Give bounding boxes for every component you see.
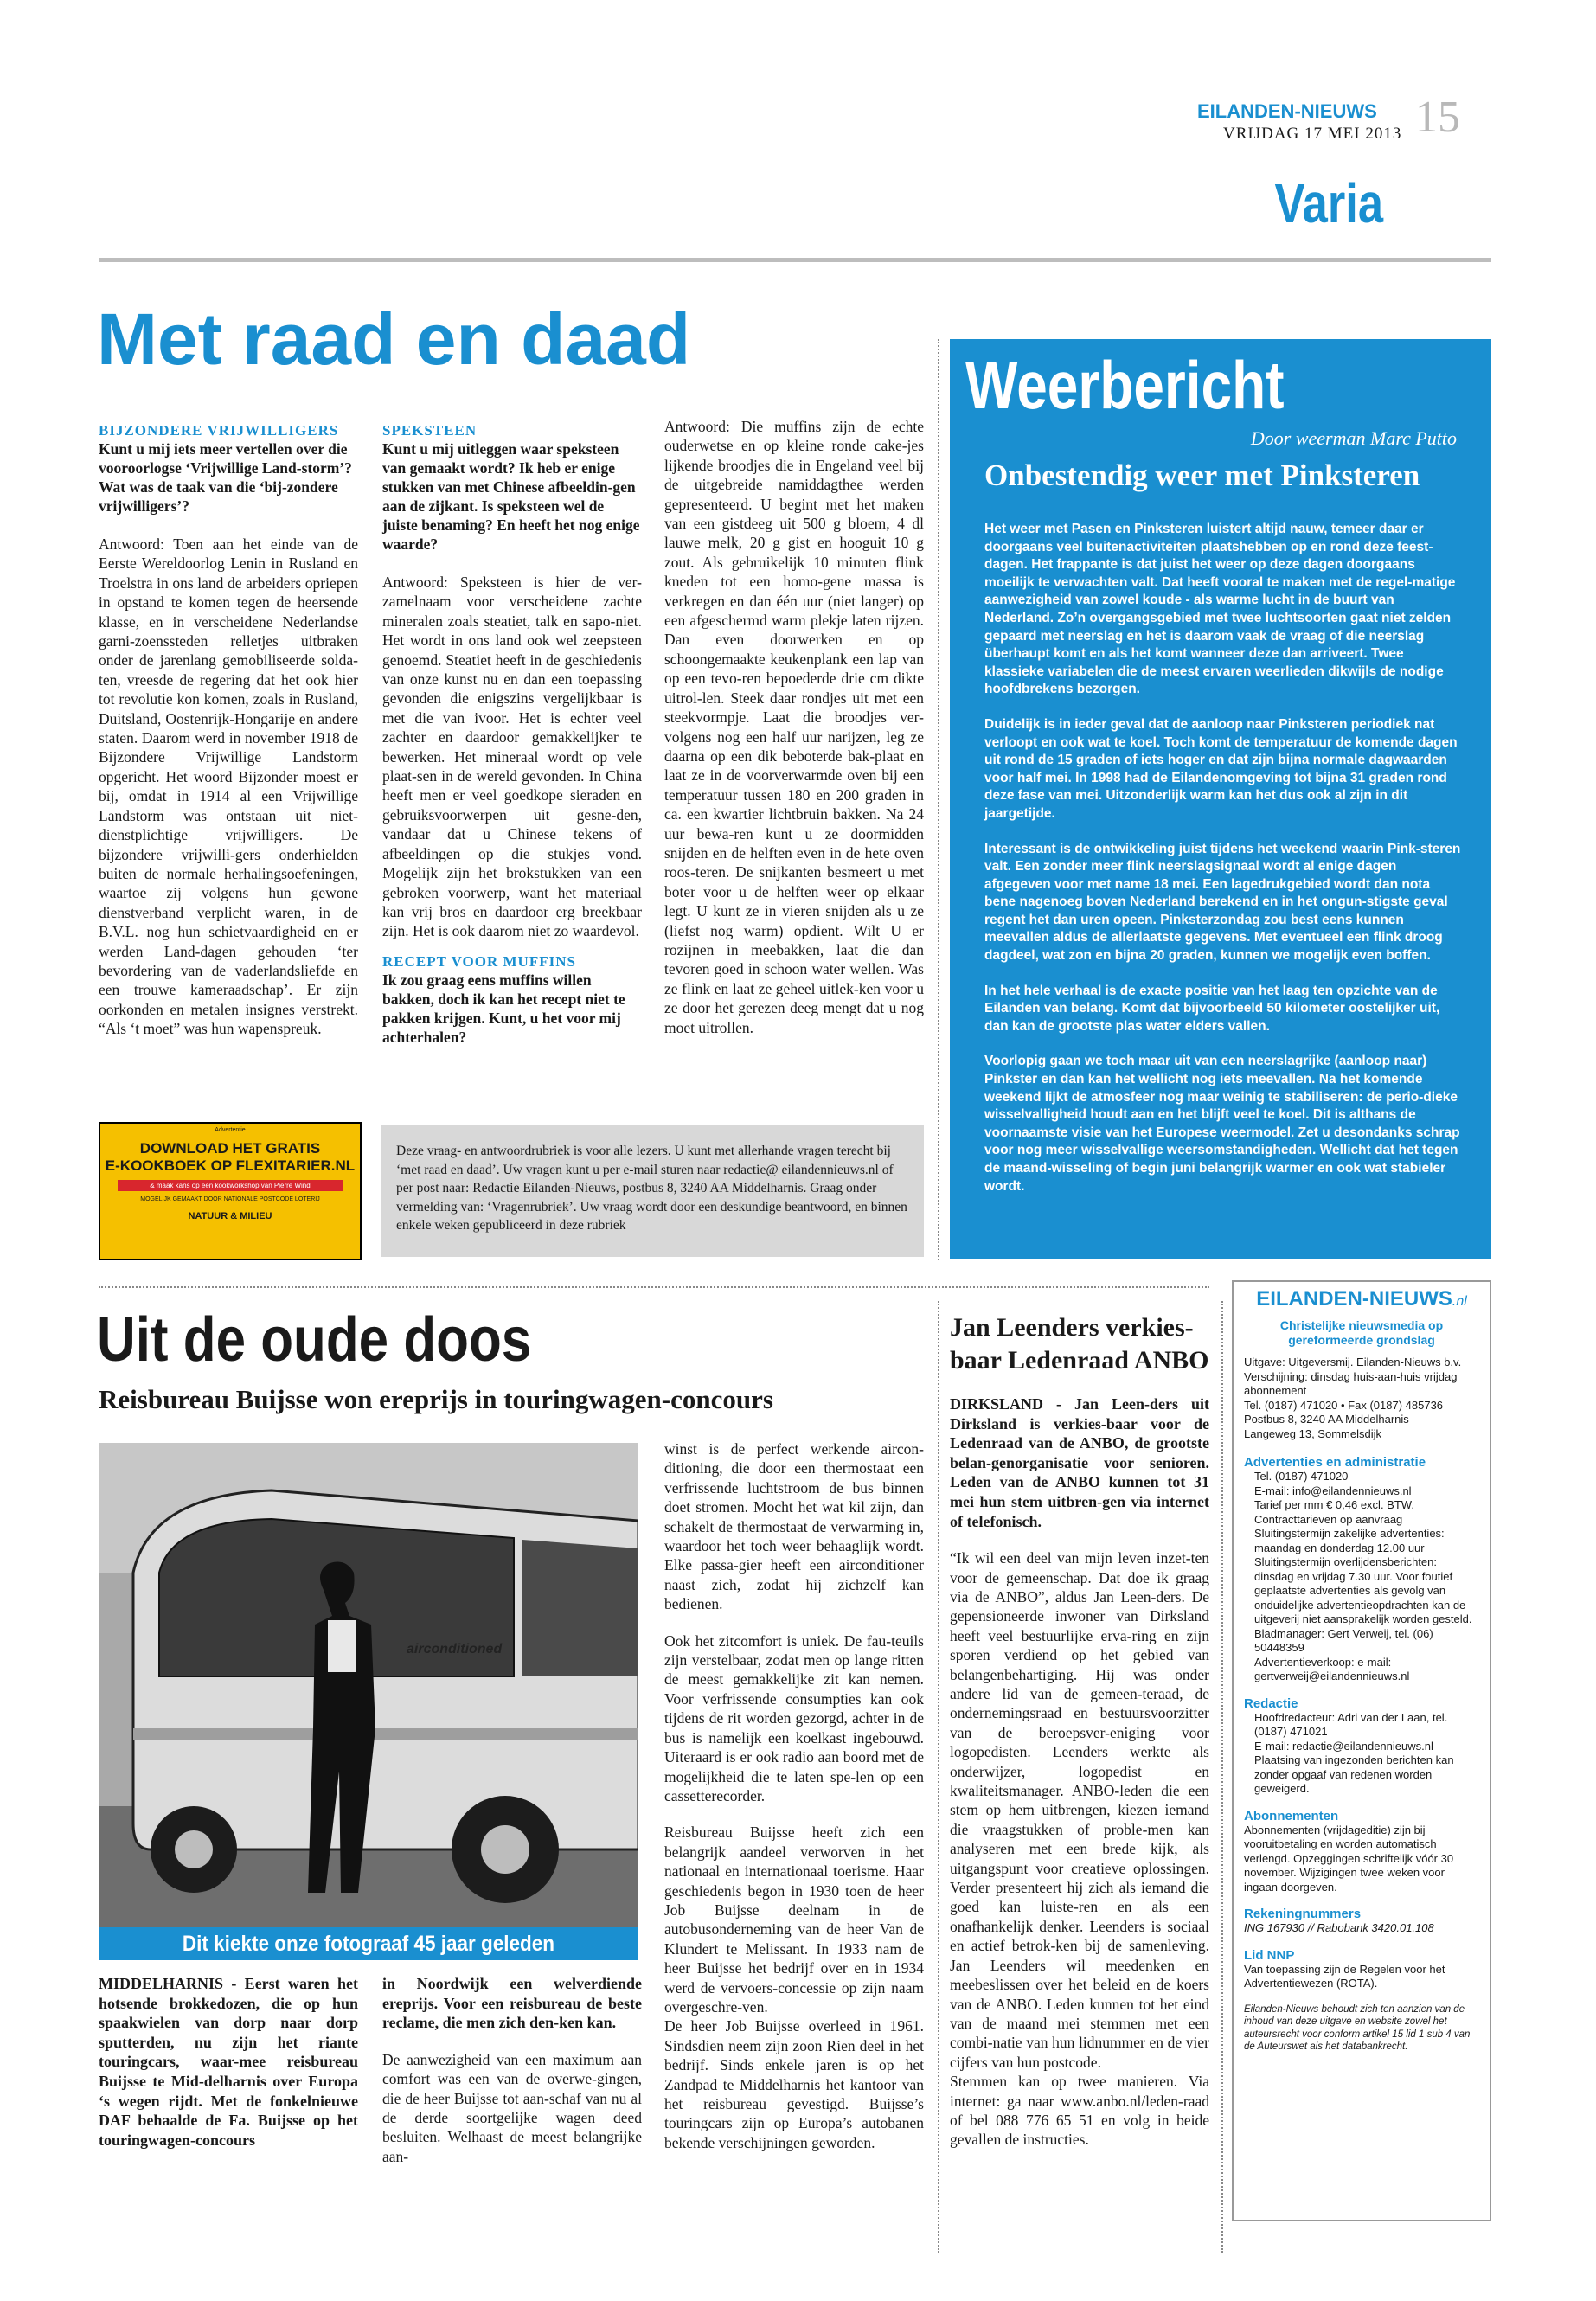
bus-lettering: airconditioned bbox=[407, 1642, 503, 1657]
oudedoos-headline: Uit de oude doos bbox=[97, 1305, 532, 1375]
answer-text: Antwoord: Speksteen is hier de ver-zamelnaam voor verscheidene zachte mineralen zoals steatiet, talk en sapo-niet. Het wordt in ons land ook wel zeepsteen genoemd. Steatiet heeft in de geschiedenis van onze kunst nu en dan een toepassing gevonden die enigszins vergelijkbaar is met die van ivoor. Het is echter veel zachter en daardoor gemakkelijker te bewerken. Het mineraal wordt op vele plaat-sen in de wereld gevonden. In China heeft men er veel goedkope sieraden en gebruiksvoorwerpen uit gesne-den, vandaar dat u Chinese tekens of afbeeldingen op die stukjes vond. Mogelijk zijn het brokstukken van een gebroken voorwerp, want het materiaal kan vrij bros en daardoor erg breekbaar zijn. Het is ook daarom niet zo waardevol. bbox=[382, 574, 642, 940]
header-rule bbox=[99, 258, 1491, 262]
colofon-uitgave: Uitgave: Uitgeversmij. Eilanden-Nieuws b.v. bbox=[1244, 1356, 1462, 1368]
raad-col1 bbox=[99, 422, 358, 1039]
list-item: Sluitingstermijn zakelijke advertenties: maandag en donderdag 12.00 uur bbox=[1254, 1527, 1445, 1554]
oudedoos-paragraph: Reisbureau Buijsse heeft zich een belangrijk aandeel verworven in het nationaal en internationaal toerisme. Haar geschiedenis begon in 1930 toen de heer Job Buijsse deelnam in de autobusonderneming van de heer Van de Klundert te Melissant. In 1933 nam de heer Buijsse het bedrijf over en in 1934 werd de vervoers-concessie op zijn naam overgeschre-ven. bbox=[664, 1823, 924, 2016]
list-item: Bladmanager: Gert Verweij, tel. (06) 50448359 bbox=[1254, 1626, 1433, 1654]
anbo-body: Stemmen kan op twee manieren. Via internet: ga naar www.anbo.nl/leden-raad of bel 088 776 65 51 en volg in beide gevallen de instructies. bbox=[950, 2073, 1209, 2149]
colofon-red-list bbox=[1244, 1711, 1479, 1797]
list-item: Tarief per mm € 0,46 excl. BTW. Contracttarieven op aanvraag bbox=[1254, 1498, 1414, 1526]
oudedoos-lead: MIDDELHARNIS - Eerst waren het hotsende brokkedozen, die op hun spaakwielen van dorp naar dorp sputterden, nu zijn het riante touringcars, waar-mee reisbureau Buijsse te Mid-delharnis over Europa ‘s wegen rijdt. Met de fonkelnieuwe DAF behaalde de Fa. Buijsse op het touringwagen-concours bbox=[99, 1975, 358, 2149]
oudedoos-paragraph: Ook het zitcomfort is uniek. De fau-teuils zijn verstelbaar, zodat men op lange ritten de meest gemakkelijke zit kan nemen. Voor verfrissende consumpties kan ook tijdens de rit worden gezorgd, achter in de bus is namelijk een koelkast ingebouwd. Uiteraard is er ook radio aan boord met de mogelijkheid die te laten spe-len op een cassetterecorder. bbox=[664, 1631, 924, 1804]
colofon-content bbox=[1234, 1282, 1490, 2054]
colofon-langeweg: Langeweg 13, Sommelsdijk bbox=[1244, 1426, 1381, 1440]
oudedoos-paragraph: De heer Job Buijsse overleed in 1961. Sindsdien neem zijn zoon Rien deel in het bedrijf. Sinds enkele jaren is op het Zandpad te Middelharnis het kantoor van het reisbureau gevestigd. Buijsse’s touringcars zijn op Europa’s autobanen bekende verschijningen geworden. bbox=[664, 2017, 924, 2151]
weather-paragraph: Het weer met Pasen en Pinksteren luistert altijd nauw, temeer daar er doorgaans veel buitenactiviteiten plaatshebben op en rond deze feest-dagen. Het frappante is dat juist het weer op deze dagen doorgaans moeilijk te verwachten valt. Dat heeft vooral te maken met de regel-matige aanwezigheid van zowel koude - als warme lucht in de buurt van Nederland. Zo’n overgangsgebied met twee luchtsoorten gaat niet zelden gepaard met neerslag en het is daarom vaak de vraag of die neerslag überhaupt komt en als het komt wanneer deze dan arriveert. Twee klassieke variabelen die de meest ervaren weerlieden dikwijls de nodige hoofdbrekens bezorgen. bbox=[984, 522, 1456, 697]
weather-paragraph: Duidelijk is in ieder geval dat de aanloop naar Pinksteren periodiek nat verloopt en ook wat te koel. Toch komt de temperatuur de komende dagen uit rond de 15 graden of iets hoger en dat zijn bijna normale dagwaarden voor half mei. In 1998 had de Eilandenomgeving tot bijna 31 graden rond deze fase van mei. Uitzonderlijk warm kan het dus ook al zijn in dit jaargetijde. bbox=[984, 716, 1458, 821]
column-divider bbox=[938, 339, 939, 1260]
raad-col2 bbox=[382, 422, 642, 1047]
oudedoos-col1 bbox=[99, 1974, 358, 2150]
photo-caption: Dit kiekte onze fotograaf 45 jaar geleden bbox=[182, 1932, 555, 1956]
weather-box bbox=[950, 339, 1491, 1259]
list-item: E-mail: redactie@eilandennieuws.nl Plaatsing van ingezonden berichten kan zonder opgaaf van redenen worden geweigerd. bbox=[1254, 1739, 1454, 1795]
list-item: Advertentieverkoop: e-mail: gertverweij@eilandennieuws.nl bbox=[1254, 1655, 1410, 1682]
oudedoos-paragraph: winst is de perfect werkende aircon-ditioning, die door een thermostaat een verfrissende luchtstroom de bus binnen doet stromen. Mocht het wat kil zijn, dan schakelt de thermostaat de verwarming in, waardoor het toch weer behaaglijk wordt. Elke passa-gier heeft een airconditioner naast zich, zodat hij zichzelf kan bedienen. bbox=[664, 1440, 924, 1613]
info-box bbox=[381, 1125, 924, 1257]
colofon-abo-text: Abonnementen (vrijdageditie) zijn bij vooruitbetaling en worden automatisch verlengd. Opzeggingen schriftelijk vóór 30 november. Wijzigingen twee weken voor ingaan doorgeven. bbox=[1244, 1823, 1454, 1894]
colofon-footer: Eilanden-Nieuws behoudt zich ten aanzien van de inhoud van deze uitgave en website zowel het auteursrecht voor conform artikel 15 lid 1 sub 4 van de Auteurswet als het databankrecht. bbox=[1244, 2003, 1471, 2052]
question-text: Kunt u mij uitleggen waar speksteen van gemaakt wordt? Ik heb er enige stukken van met Chinese afbeeldin-gen aan de zijkant. Is speksteen wel de juiste benaming? En heeft het nog enige waarde? bbox=[382, 440, 640, 553]
ad-line3: & maak kans op een kookworkshop van Pierre Wind bbox=[118, 1180, 343, 1191]
question-label: RECEPT VOOR MUFFINS bbox=[382, 952, 576, 970]
colofon-logo bbox=[1244, 1287, 1479, 1311]
answer-text: Antwoord: Toen aan het einde van de Eerste Wereldoorlog Lenin in Rusland en Troelstra in ons land de arbeiders opriepen in opstand te komen tegen de heersende klasse, en in verscheidene Nederlandse garni-zoenssteden relletjes uitbraken onder de jarenlang gemobiliseerde solda-ten, vreesde de regering dat het ook hier tot revolutie kon komen, zoals in Rusland, Duitsland, Oostenrijk-Hongarije en andere staten. Daarom werd in november 1918 de Bijzondere Vrijwillige Landstorm opgericht. Het woord Bijzonder moest er bij, omdat in 1914 al een Vrijwillige Landstorm was ontstaan uit niet-dienstplichtige vrijwilligers. De bijzondere vrijwilli-gers onderhielden buiten de normale herhalingsoefeningen, waartoe zij volgens hun gewone dienstverband verplicht waren, in de B.V.L. nog hun schietvaardigheid en er werden Land-dagen gehouden ‘ter bevordering van de vaderlandsliefde en een trouwe kameraadschap’. Er zijn oorkonden en metalen insignes verstrekt. “Als ‘t moet” was hun wapenspreuk. bbox=[99, 535, 358, 1038]
list-item: Hoofdredacteur: Adri van der Laan, tel. (0187) 471021 bbox=[1254, 1710, 1448, 1738]
colofon-box bbox=[1232, 1280, 1491, 2221]
weather-paragraph: Interessant is de ontwikkeling juist tijdens het weekend waarin Pink-steren valt. Een zonder meer flink neerslagsignaal wordt al enige dagen afgegeven voor met name 18 mei. Een lagedrukgebied wordt dan nota bene nagenoeg boven Nederland berekend en in het ongun-stigste geval regent het dan uren opeen. Pinksterzondag zou best eens kunnen meevallen aldus de allerlaatste gegevens. Met eventueel een flink droog dagdeel, wat zon en bijna 20 graden, kunnen we mogelijk even boffen. bbox=[984, 841, 1461, 964]
oudedoos-subhead: Reisbureau Buijsse won ereprijs in touringwagen-concours bbox=[99, 1384, 773, 1414]
colofon-lid-head: Lid NNP bbox=[1244, 1947, 1295, 1963]
question-label: BIJZONDERE VRIJWILLIGERS bbox=[99, 422, 339, 439]
masthead-date: VRIJDAG 17 MEI 2013 bbox=[1223, 125, 1402, 143]
ad-label: Advertentie bbox=[215, 1127, 246, 1133]
colofon-verschijning: Verschijning: dinsdag huis-aan-huis vrijdag abonnement bbox=[1244, 1369, 1458, 1397]
column-divider bbox=[1221, 1301, 1223, 2253]
info-text: Deze vraag- en antwoordrubriek is voor alle lezers. U kunt met allerhande vragen terecht bij ‘met raad en daad’. Uw vragen kunt u per e-mail sturen naar redactie@ eilandennieuws.nl of per post naar: Redactie Eilanden-Nieuws, postbus 8, 3240 AA Middelharnis. Graag onder vermelding van: ‘Vragenrubriek’. Uw vraag wordt door een deskundige beantwoord, en binnen enkele weken gepubliceerd in deze rubriek bbox=[396, 1144, 907, 1233]
page-number: 15 bbox=[1415, 93, 1460, 142]
anbo-lead: DIRKSLAND - Jan Leen-ders uit Dirksland is verkies-baar voor de Ledenraad van de ANBO, de grootste belan-genorganisatie voor senioren. Leden van de ANBO kunnen tot 31 mei hun stem uitbren-gen via internet of telefonisch. bbox=[950, 1395, 1209, 1530]
weather-paragraph: Voorlopig gaan we toch maar uit van een neerslagrijke (aanloop naar) Pinkster en dan kan het wellicht nog iets meevallen. Na het komende weekend lijkt de atmosfeer nog maar weinig te stabiliseren: de perio-dieke wisselvalligheid houdt aan en het blijft veel te koel. Dit is althans de voornaamste visie van het Europese weermodel. Zet u desondanks schrap voor nog meer wisselvallige weersomstandigheden. Wellicht dat het tegen de maand-wisseling of begin juni belangrijk warmer en ook wat stabieler wordt. bbox=[984, 1054, 1460, 1194]
ad-line4: MOGELIJK GEMAAKT DOOR NATIONALE POSTCODE LOTERIJ bbox=[140, 1196, 320, 1202]
column-divider bbox=[938, 1301, 939, 2253]
colofon-adv-head: Advertenties en administratie bbox=[1244, 1455, 1426, 1470]
bus-photo-illustration bbox=[99, 1443, 638, 1927]
section-divider bbox=[99, 1286, 1209, 1288]
oudedoos-col2 bbox=[382, 1974, 642, 2166]
oudedoos-lead-cont: in Noordwijk een welverdiende ereprijs. Voor een reisbureau de beste reclame, die men zich den-ken kan. bbox=[382, 1975, 642, 2032]
ad-logo: NATUUR & MILIEU bbox=[188, 1211, 272, 1221]
section-title: Varia bbox=[1274, 172, 1383, 234]
anbo-headline: Jan Leenders verkies-baar Ledenraad ANBO bbox=[950, 1313, 1209, 1375]
bus-photo bbox=[99, 1443, 638, 1927]
advertisement[interactable] bbox=[99, 1122, 362, 1260]
colofon-logo-suffix: .nl bbox=[1452, 1294, 1467, 1309]
list-item: Tel. (0187) 471020 bbox=[1254, 1470, 1349, 1483]
question-label: SPEKSTEEN bbox=[382, 422, 478, 439]
colofon-adv-list bbox=[1244, 1470, 1479, 1684]
colofon-abo-head: Abonnementen bbox=[1244, 1808, 1339, 1823]
list-item: Sluitingstermijn overlijdensberichten: dinsdag en vrijdag 7.30 uur. Voor foutief geplaatste advertenties als gevolg van onduidelijke advertentieopdrachten kan de uitgeverij niet aansprakelijk worden gesteld. bbox=[1254, 1555, 1472, 1625]
anbo-article bbox=[950, 1311, 1209, 2150]
anbo-body: “Ik wil een deel van mijn leven inzet-ten voor de gemeenschap. Dat doe ik graag via de ANBO”, aldus Jan Leen-ders. De gepensioneerde inwoner van Dirksland heeft veel bestuurlijke erva-ring en zijn sporen verdiend op het gebied van belangenbehartiging. Hij was onder andere lid van de gemeen-teraad, de ondernemingsraad en bestuursvoorzitter van de beroepsver-eniging voor logopedisten. Leenders werkte als onderwijzer, logopedist en kwaliteitsmanager. ANBO-leden die een stem op hem uitbrengen, kiezen iemand die vraagstukken of proble-men kan analyseren met een brede kijk, als uitgangspunt voor creatieve oplossingen. Verder presenteert hij zich als iemand die goed kan luiste-ren en als een onafhankelijk denker. Leenders is sociaal en actief betrok-ken bij de samenleving. Jan Leenders wil meedenken en meebeslissen over het beleid en de koers van de ANBO. Leden kunnen tot het eind van de maand mei stemmen met een combi-natie van hun lidnummer en de vier cijfers van hun postcode. bbox=[950, 1549, 1209, 2071]
ad-line1: DOWNLOAD HET GRATIS bbox=[139, 1140, 321, 1157]
colofon-logo-text: EILANDEN-NIEUWS bbox=[1256, 1287, 1452, 1311]
weather-paragraph: In het hele verhaal is de exacte positie van het laag ten opzichte van de Eilanden van belang. Komt dat bijvoorbeeld 50 kilometer oostelijker uit, dan kan de grootste plas water elders vallen. bbox=[984, 983, 1440, 1034]
ad-line2: E-KOOKBOEK OP FLEXITARIER.NL bbox=[105, 1157, 356, 1174]
colofon-rek-text: ING 167930 // Rabobank 3420.01.108 bbox=[1244, 1921, 1434, 1934]
colofon-tel: Tel. (0187) 471020 • Fax (0187) 485736 bbox=[1244, 1398, 1444, 1412]
masthead-logo: EILANDEN-NIEUWS bbox=[1197, 100, 1377, 122]
weather-byline: Door weerman Marc Putto bbox=[1250, 427, 1457, 449]
raad-col3 bbox=[664, 417, 924, 1037]
photo-caption-bar bbox=[99, 1927, 638, 1960]
weather-title: Weerbericht bbox=[965, 347, 1285, 423]
weather-body bbox=[984, 521, 1462, 1195]
weather-subtitle: Onbestendig weer met Pinksteren bbox=[984, 458, 1420, 492]
raad-headline: Met raad en daad bbox=[97, 298, 691, 380]
list-item: E-mail: info@eilandennieuws.nl bbox=[1254, 1484, 1412, 1497]
question-text: Kunt u mij iets meer vertellen over die vooroorlogse ‘Vrijwillige Land-storm’? Wat was de taak van die ‘bij-zondere vrijwilligers’? bbox=[99, 440, 352, 515]
question-text: Ik zou graag eens muffins willen bakken, doch ik kan het recept niet te pakken krijgen. Kunt, u het voor mij achterhalen? bbox=[382, 971, 625, 1046]
answer-text: Antwoord: Die muffins zijn de echte ouderwetse en op kleine ronde cake-jes lijkende broodjes die in Engeland veel bij de uitgebreide namiddagthee werden gepresenteerd. U begint met het maken van een gistdeeg uit 500 g bloem, 4 dl lauwe melk, 20 g gist en hooguit 10 g zout. Als gebruikelijk 10 minuten flink kneden tot een homo-gene massa is verkregen en dan één uur (niet langer) op een afgeschermd warm plekje laten rijzen. Dan even doorwerken en op schoongemaakte keukenplank een lap van op een tevo-ren bepoederde drie cm dikte uitrol-len. Steek daar rondjes uit met een steekvormpje. Laat die broodjes ver-volgens nog een half uur narijzen, leg ze daarna op een dik beboterde bak-plaat en laat ze in de voorverwarmde oven bij een temperatuur tussen 180 en 200 graden in ca. een kwartier lichtbruin bakken. Na 24 uur bewa-ren kunt u ze doormidden snijden en de helften even in de hete oven roos-teren. De snijkanten besmeert u met boter voor u de helften weer op elkaar legt. U kunt ze in vieren snijden als u ze (liefst nog warm) opdient. Wilt U er rozijnen in meebakken, laat die dan tevoren goed in schoon water wellen. Was ze flink en laat ze geheel uitlek-ken voor u ze door het gerezen deeg mengt dat u nog moet uitrollen. bbox=[664, 418, 924, 1036]
colofon-lid-text: Van toepassing zijn de Regelen voor het Advertentiewezen (ROTA). bbox=[1244, 1962, 1445, 1990]
oudedoos-col3 bbox=[664, 1439, 924, 2152]
colofon-red-head: Redactie bbox=[1244, 1695, 1298, 1711]
colofon-postbus: Postbus 8, 3240 AA Middelharnis bbox=[1244, 1413, 1409, 1426]
colofon-rek-head: Rekeningnummers bbox=[1244, 1907, 1362, 1921]
colofon-tagline: Christelijke nieuwsmedia op gereformeerde grondslag bbox=[1279, 1318, 1444, 1347]
oudedoos-body: De aanwezigheid van een maximum aan comfort was een van de overwe-gingen, die de heer Buijsse tot aan-schaf van nu al de derde soortgelijke wagen deed besluiten. Welhaast de meest belangrijke aan- bbox=[382, 2050, 642, 2165]
